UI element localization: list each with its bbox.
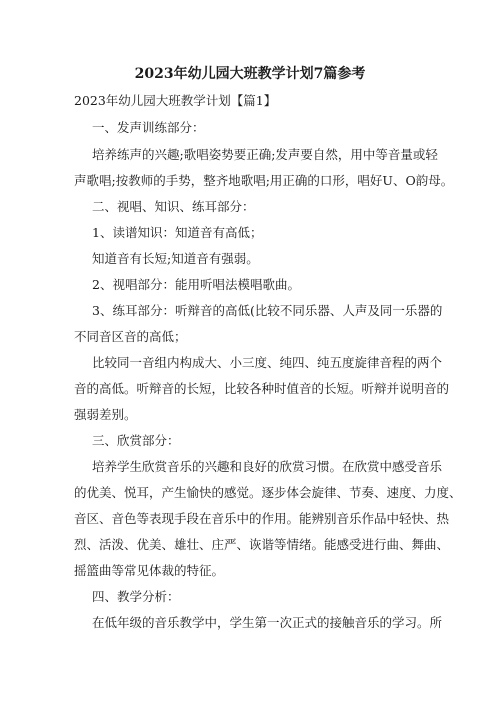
paragraph-line: 摇篮曲等常见体裁的特征。 [74, 563, 225, 578]
paragraph-line: 2、视唱部分：能用听唱法模唱歌曲。 [92, 277, 300, 292]
paragraph-line: 音区、音色等表现手段在音乐中的作用。能辨别音乐作品中轻快、热 [74, 511, 450, 526]
paragraph-line: 在低年级的音乐教学中，学生第一次正式的接触音乐的学习。所 [92, 615, 443, 630]
section-heading: 2023年幼儿园大班教学计划【篇1】 [74, 93, 277, 108]
paragraph-line: 强弱差别。 [74, 407, 137, 422]
paragraph-line: 的优美、悦耳，产生愉快的感觉。逐步体会旋律、节奏、速度、力度、 [74, 485, 462, 500]
paragraph-line: 比较同一音组内构成大、小三度、纯四、纯五度旋律音程的两个 [92, 355, 443, 370]
paragraph-line: 知道音有长短;知道音有强弱。 [92, 251, 259, 266]
heading-2: 二、视唱、知识、练耳部分： [92, 199, 255, 214]
paragraph-line: 音的高低。听辩音的长短，比较各种时值音的长短。听辩并说明音的 [74, 381, 450, 396]
paragraph-line: 培养练声的兴趣;歌唱姿势要正确;发声要自然，用中等音量或轻 [92, 147, 438, 162]
paragraph-line: 烈、活泼、优美、雄壮、庄严、诙谐等情绪。能感受进行曲、舞曲、 [74, 537, 450, 552]
heading-1: 一、发声训练部分： [92, 120, 205, 135]
document-title: 2023年幼儿园大班教学计划7篇参考 [134, 66, 366, 82]
paragraph-line: 声歌唱;按教师的手势，整齐地歌唱;用正确的口形，唱好U、O韵母。 [74, 173, 454, 188]
paragraph-line: 1、读谱知识：知道音有高低； [92, 225, 263, 240]
heading-4: 四、教学分析： [92, 589, 180, 604]
heading-3: 三、欣赏部分： [92, 433, 180, 448]
paragraph-line: 培养学生欣赏音乐的兴趣和良好的欣赏习惯。在欣赏中感受音乐 [92, 459, 443, 474]
paragraph-line: 3、练耳部分：听辩音的高低(比较不同乐器、人声及同一乐器的 [92, 303, 443, 318]
paragraph-line: 不同音区音的高低； [74, 329, 187, 344]
